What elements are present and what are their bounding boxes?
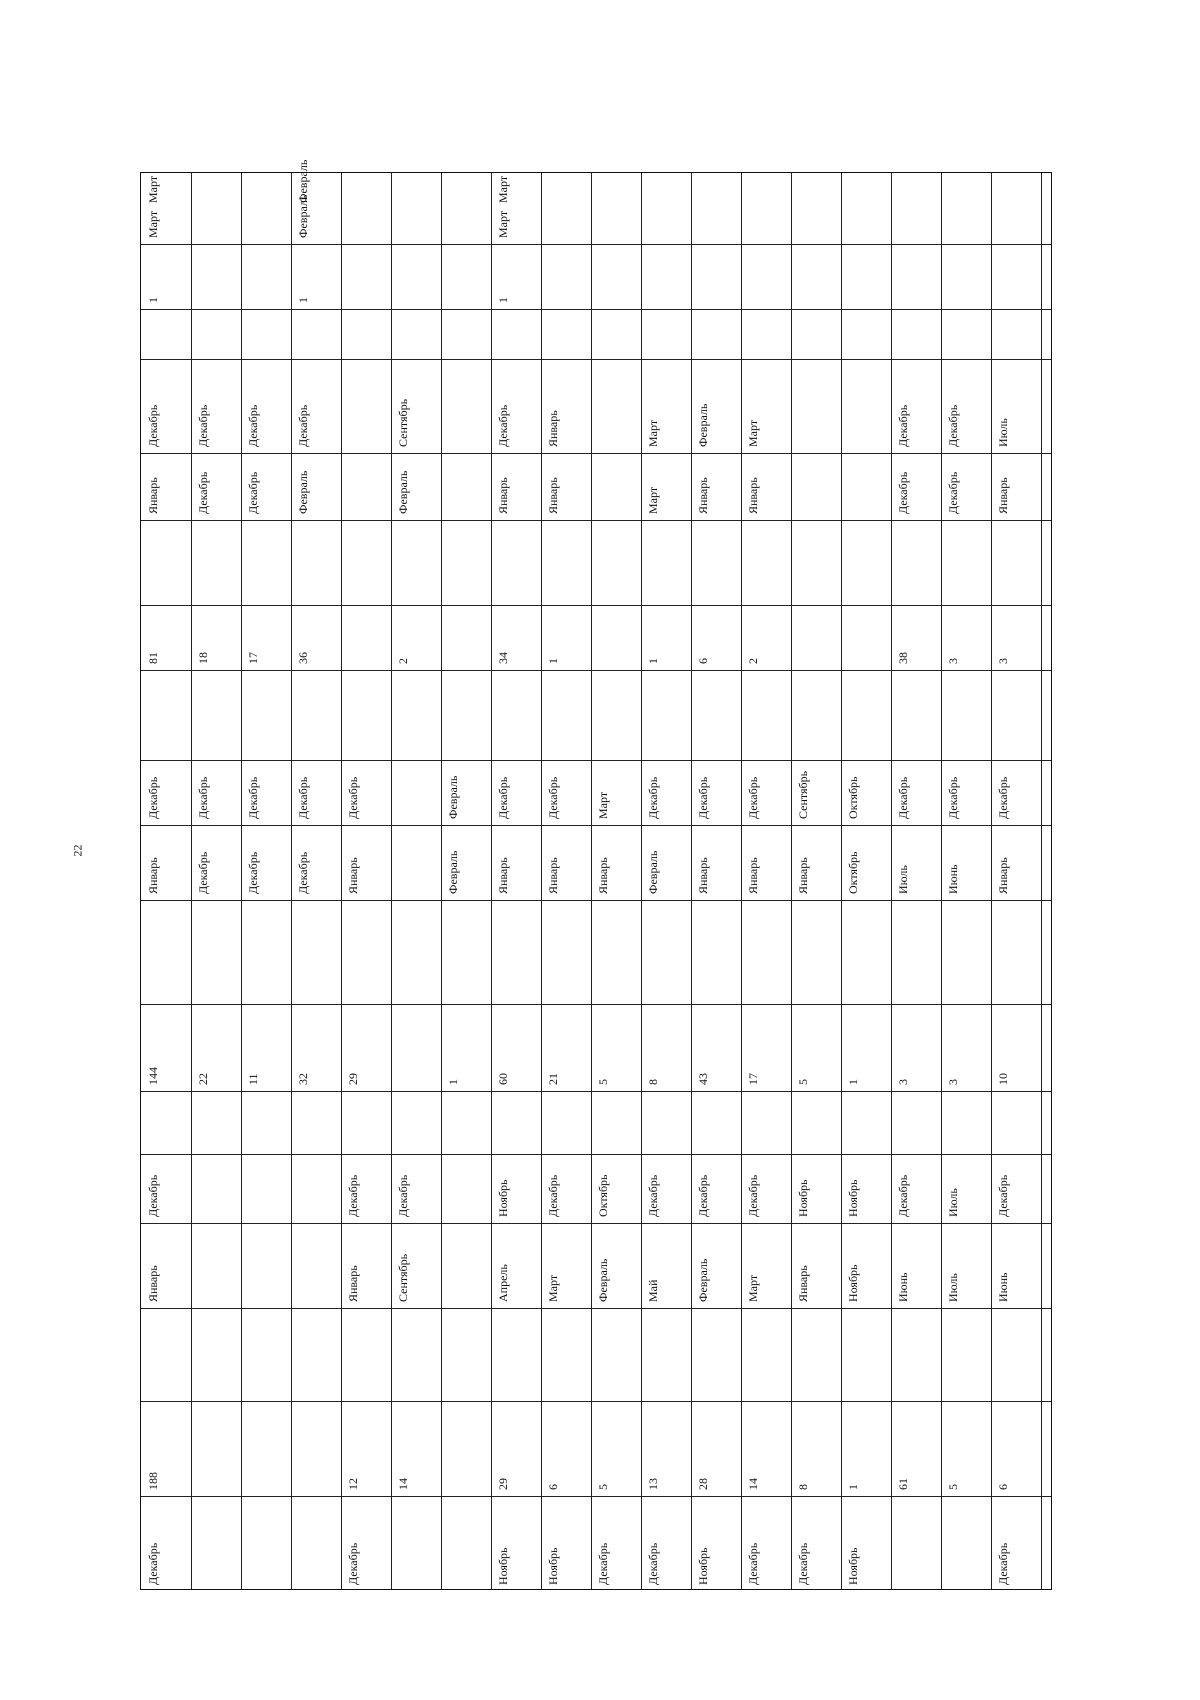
- table-row-divider: [141, 1401, 1051, 1402]
- table-cell-text: Декабрь: [696, 776, 710, 819]
- table-cell-text: 1: [496, 297, 510, 303]
- table-column-divider: [741, 173, 742, 1589]
- table-cell-text: Декабрь: [196, 776, 210, 819]
- table-cell-text: Январь: [696, 477, 710, 514]
- table-row-divider: [141, 244, 1051, 245]
- table-cell-text: Декабрь: [346, 776, 360, 819]
- table-cell-text: Июнь: [896, 1272, 910, 1302]
- table-cell-text: Декабрь: [996, 776, 1010, 819]
- table-cell-text: 36: [296, 652, 310, 664]
- table-cell-text: Декабрь: [346, 1174, 360, 1217]
- table-cell-text: 11: [246, 1073, 260, 1085]
- table-row-divider: [141, 900, 1051, 901]
- table-cell-text: 17: [246, 652, 260, 664]
- table-cell-text: Декабрь: [196, 471, 210, 514]
- table-cell-text: Март: [746, 1274, 760, 1302]
- table-cell-text: Январь: [546, 857, 560, 894]
- table-cell-text: Декабрь: [146, 1542, 160, 1585]
- table-cell-text: Декабрь: [496, 404, 510, 447]
- table-cell-text: Ноябрь: [846, 1547, 860, 1585]
- table-cell-text: Март: [146, 210, 160, 238]
- table-cell-text: Декабрь: [296, 776, 310, 819]
- table-cell-text: Июль: [946, 1273, 960, 1302]
- table-cell-text: Март: [546, 1274, 560, 1302]
- table-cell-text: 5: [596, 1079, 610, 1085]
- table-cell-text: Октябрь: [846, 776, 860, 819]
- table-cell-text: Сентябрь: [396, 398, 410, 447]
- table-cell-text: Сентябрь: [796, 770, 810, 819]
- table-column-divider: [191, 173, 192, 1589]
- table-cell-text: Февраль: [296, 159, 310, 203]
- table-row-divider: [141, 1496, 1051, 1497]
- table-cell-text: Март: [146, 175, 160, 203]
- table-cell-text: Декабрь: [796, 1542, 810, 1585]
- table-cell-text: Март: [496, 210, 510, 238]
- table-cell-text: Декабрь: [946, 471, 960, 514]
- table-cell-text: 8: [796, 1484, 810, 1490]
- page-number: 22: [70, 844, 85, 856]
- table-cell-text: 144: [146, 1067, 160, 1085]
- table-cell-text: 6: [546, 1484, 560, 1490]
- table-cell-text: 34: [496, 652, 510, 664]
- table-cell-text: Январь: [996, 477, 1010, 514]
- table-cell-text: Декабрь: [896, 1174, 910, 1217]
- table-row-divider: [141, 825, 1051, 826]
- table-cell-text: Декабрь: [896, 404, 910, 447]
- table-cell-text: 29: [496, 1478, 510, 1490]
- table-cell-text: Ноябрь: [846, 1264, 860, 1302]
- table-cell-text: Ноябрь: [496, 1179, 510, 1217]
- table-cell-text: 60: [496, 1073, 510, 1085]
- table-column-divider: [691, 173, 692, 1589]
- table-cell-text: Декабрь: [146, 1174, 160, 1217]
- table-cell-text: Декабрь: [296, 404, 310, 447]
- table-cell-text: Декабрь: [296, 851, 310, 894]
- table-cell-text: Март: [746, 419, 760, 447]
- table-column-divider: [641, 173, 642, 1589]
- table-cell-text: 61: [896, 1478, 910, 1490]
- table-cell-text: Сентябрь: [396, 1253, 410, 1302]
- table-cell-text: 22: [196, 1073, 210, 1085]
- table-cell-text: 5: [946, 1484, 960, 1490]
- table-cell-text: Февраль: [446, 850, 460, 894]
- table-cell-text: Декабрь: [646, 776, 660, 819]
- table-cell-text: Май: [646, 1279, 660, 1302]
- table-cell-text: Ноябрь: [546, 1547, 560, 1585]
- table-cell-text: Декабрь: [546, 776, 560, 819]
- table-cell-text: Декабрь: [346, 1542, 360, 1585]
- table-cell-text: Декабрь: [546, 1174, 560, 1217]
- table-cell-text: Июль: [996, 418, 1010, 447]
- table-cell-text: Декабрь: [896, 776, 910, 819]
- table-cell-text: 14: [396, 1478, 410, 1490]
- table-column-divider: [941, 173, 942, 1589]
- table-cell-text: Январь: [146, 477, 160, 514]
- table-column-divider: [241, 173, 242, 1589]
- table-cell-text: Февраль: [296, 194, 310, 238]
- table-row-divider: [141, 670, 1051, 671]
- table-cell-text: Март: [646, 419, 660, 447]
- table-cell-text: Июнь: [996, 1272, 1010, 1302]
- table-cell-text: Декабрь: [746, 1542, 760, 1585]
- table-column-divider: [891, 173, 892, 1589]
- table-column-divider: [541, 173, 542, 1589]
- table-column-divider: [591, 173, 592, 1589]
- table-cell-text: 81: [146, 652, 160, 664]
- table-cell-text: Ноябрь: [796, 1179, 810, 1217]
- table-cell-text: Январь: [596, 857, 610, 894]
- table-cell-text: Ноябрь: [696, 1547, 710, 1585]
- table-cell-text: Декабрь: [896, 471, 910, 514]
- table-row-divider: [141, 359, 1051, 360]
- table-cell-text: 1: [646, 658, 660, 664]
- table-cell-text: 10: [996, 1073, 1010, 1085]
- table-row-divider: [141, 453, 1051, 454]
- table-cell-text: Декабрь: [146, 776, 160, 819]
- table-cell-text: Декабрь: [196, 851, 210, 894]
- table-cell-text: Декабрь: [246, 471, 260, 514]
- table-cell-text: Январь: [996, 857, 1010, 894]
- table-cell-text: 5: [796, 1079, 810, 1085]
- table-cell-text: Декабрь: [596, 1542, 610, 1585]
- table-cell-text: 2: [746, 658, 760, 664]
- table-cell-text: 8: [646, 1079, 660, 1085]
- table-cell-text: Январь: [696, 857, 710, 894]
- table-cell-text: Декабрь: [646, 1174, 660, 1217]
- table-cell-text: Июль: [946, 1188, 960, 1217]
- table-cell-text: 29: [346, 1073, 360, 1085]
- table-cell-text: Январь: [146, 1265, 160, 1302]
- table-cell-text: Январь: [496, 857, 510, 894]
- table-cell-text: 3: [946, 1079, 960, 1085]
- table-cell-text: 1: [846, 1484, 860, 1490]
- table-cell-text: Январь: [796, 1265, 810, 1302]
- table-cell-text: Декабрь: [746, 776, 760, 819]
- rotated-data-table: [140, 159, 1052, 1590]
- table-column-divider: [491, 173, 492, 1589]
- table-column-divider: [1041, 173, 1042, 1589]
- table-cell-text: Февраль: [646, 850, 660, 894]
- table-cell-text: 17: [746, 1073, 760, 1085]
- table-cell-text: Декабрь: [746, 1174, 760, 1217]
- table-cell-text: 28: [696, 1478, 710, 1490]
- table-column-divider: [991, 173, 992, 1589]
- table-column-divider: [791, 173, 792, 1589]
- table-cell-text: 2: [396, 658, 410, 664]
- table-cell-text: 38: [896, 652, 910, 664]
- table-cell-text: Декабрь: [246, 776, 260, 819]
- table-cell-text: Декабрь: [246, 404, 260, 447]
- table-cell-text: 1: [546, 658, 560, 664]
- table-row-divider: [141, 1223, 1051, 1224]
- table-row-divider: [141, 1308, 1051, 1309]
- table-cell-text: Январь: [346, 1265, 360, 1302]
- table-cell-text: Июль: [896, 865, 910, 894]
- table-column-divider: [391, 173, 392, 1589]
- table-cell-text: Октябрь: [596, 1174, 610, 1217]
- table-column-divider: [841, 173, 842, 1589]
- table-cell-text: Декабрь: [946, 404, 960, 447]
- table-row-divider: [141, 520, 1051, 521]
- table-cell-text: Февраль: [596, 1258, 610, 1302]
- table-cell-text: 3: [896, 1079, 910, 1085]
- table-row-divider: [141, 309, 1051, 310]
- table-cell-text: 188: [146, 1472, 160, 1490]
- table-cell-text: Декабрь: [396, 1174, 410, 1217]
- table-row-divider: [141, 605, 1051, 606]
- table-row-divider: [141, 760, 1051, 761]
- table-cell-text: 5: [596, 1484, 610, 1490]
- table-cell-text: 1: [146, 297, 160, 303]
- table-cell-text: 3: [946, 658, 960, 664]
- table-cell-text: Июнь: [946, 864, 960, 894]
- table-row-divider: [141, 1004, 1051, 1005]
- table-cell-text: Март: [646, 486, 660, 514]
- table-cell-text: 13: [646, 1478, 660, 1490]
- table-cell-text: Ноябрь: [496, 1547, 510, 1585]
- table-column-divider: [441, 173, 442, 1589]
- table-cell-text: 1: [296, 297, 310, 303]
- table-cell-text: Январь: [796, 857, 810, 894]
- table-cell-text: Декабрь: [496, 776, 510, 819]
- table-cell-text: Декабрь: [946, 776, 960, 819]
- table-cell-text: Апрель: [496, 1264, 510, 1302]
- table-cell-text: Январь: [746, 477, 760, 514]
- table-cell-text: 12: [346, 1478, 360, 1490]
- table-cell-text: Декабрь: [996, 1174, 1010, 1217]
- table-cell-text: 3: [996, 658, 1010, 664]
- table-cell-text: Декабрь: [196, 404, 210, 447]
- table-cell-text: Январь: [546, 477, 560, 514]
- table-cell-text: Декабрь: [646, 1542, 660, 1585]
- table-column-divider: [341, 173, 342, 1589]
- table-cell-text: Январь: [346, 857, 360, 894]
- table-cell-text: Февраль: [296, 470, 310, 514]
- table-cell-text: Январь: [546, 410, 560, 447]
- table-cell-text: Январь: [146, 857, 160, 894]
- table-cell-text: 1: [446, 1079, 460, 1085]
- table-cell-text: 21: [546, 1073, 560, 1085]
- table-cell-text: Январь: [746, 857, 760, 894]
- table-cell-text: Март: [496, 175, 510, 203]
- table-cell-text: 18: [196, 652, 210, 664]
- table-cell-text: Октябрь: [846, 851, 860, 894]
- table-cell-text: Февраль: [396, 470, 410, 514]
- table-cell-text: Февраль: [446, 775, 460, 819]
- table-cell-text: 6: [696, 658, 710, 664]
- table-cell-text: 14: [746, 1478, 760, 1490]
- table-cell-text: Март: [596, 791, 610, 819]
- table-cell-text: 6: [996, 1484, 1010, 1490]
- table-row-divider: [141, 1154, 1051, 1155]
- table-cell-text: 43: [696, 1073, 710, 1085]
- table-cell-text: Декабрь: [246, 851, 260, 894]
- table-column-divider: [291, 173, 292, 1589]
- table-cell-text: 32: [296, 1073, 310, 1085]
- table-cell-text: Декабрь: [996, 1542, 1010, 1585]
- table-cell-text: Ноябрь: [846, 1179, 860, 1217]
- table-cell-text: Декабрь: [696, 1174, 710, 1217]
- table-cell-text: Февраль: [696, 403, 710, 447]
- table-cell-text: Февраль: [696, 1258, 710, 1302]
- table-cell-text: Декабрь: [146, 404, 160, 447]
- table-cell-text: Январь: [496, 477, 510, 514]
- table-row-divider: [141, 1091, 1051, 1092]
- table-cell-text: 1: [846, 1079, 860, 1085]
